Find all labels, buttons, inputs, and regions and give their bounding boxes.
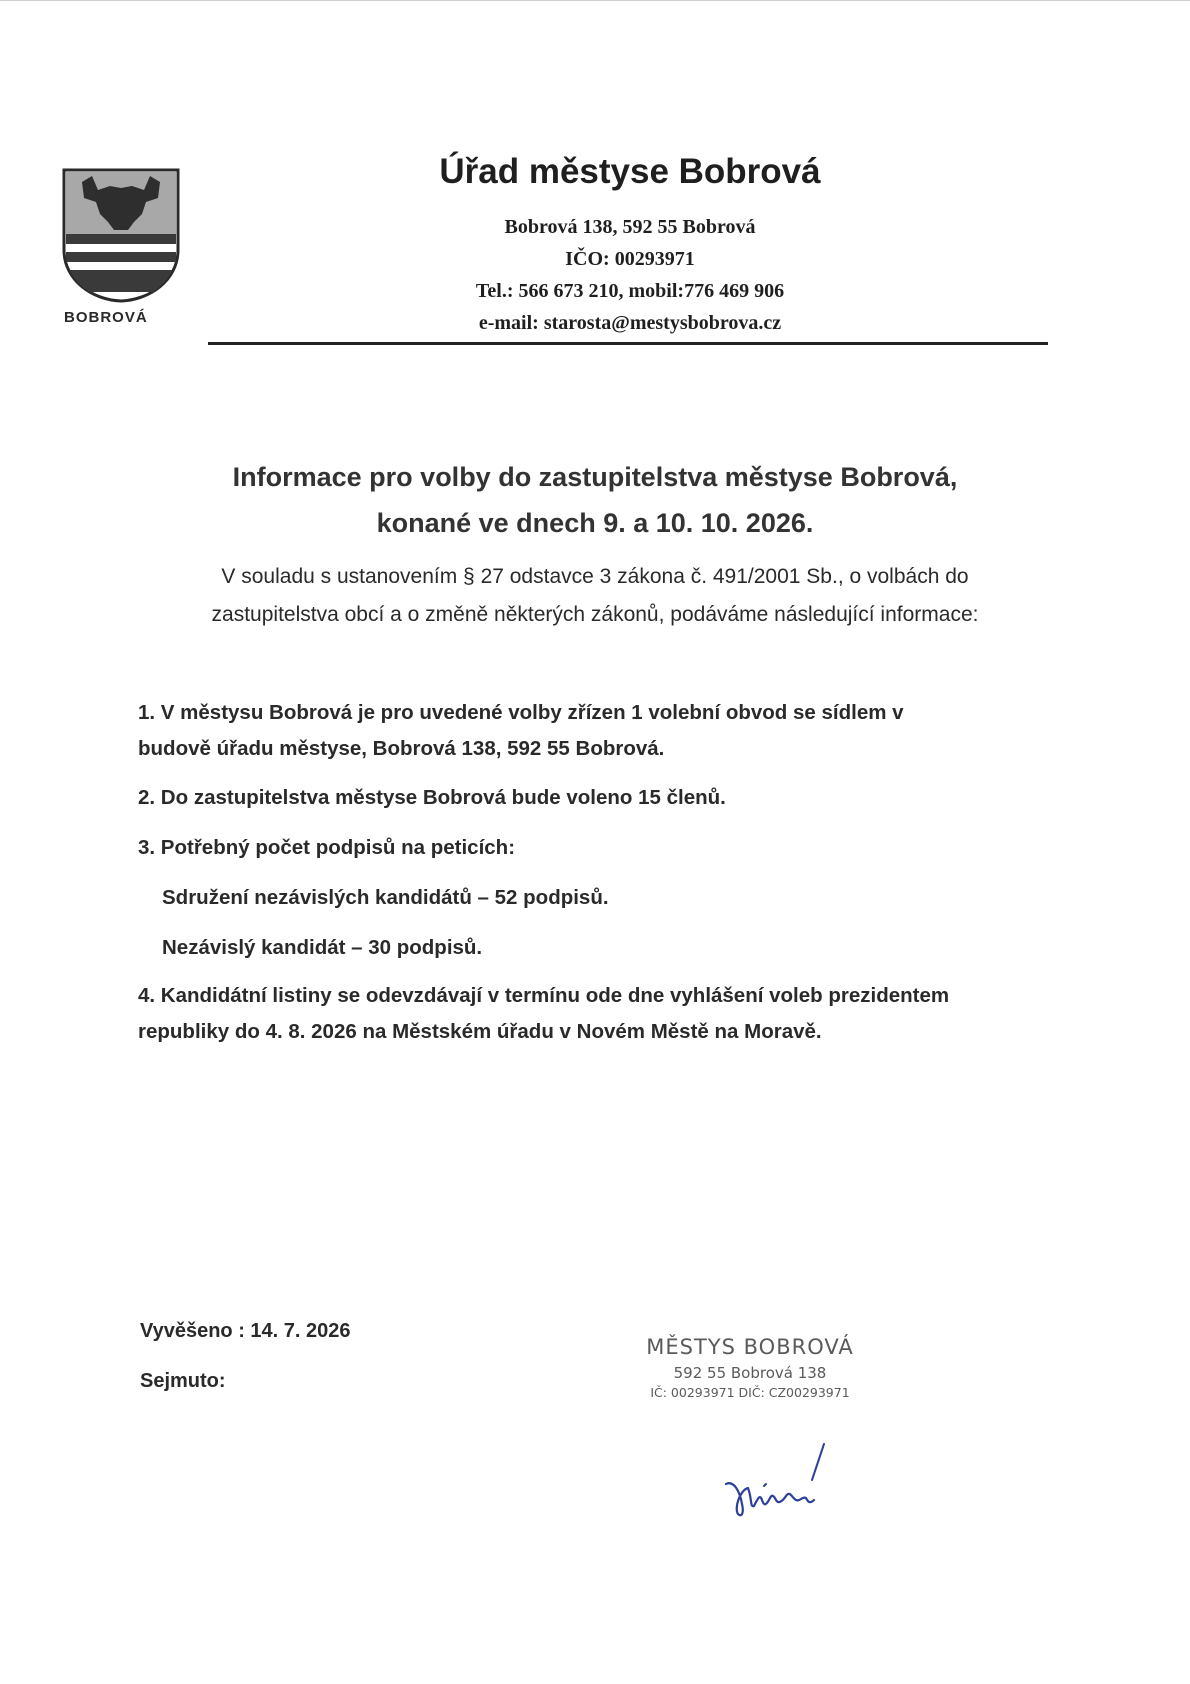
removed-date: Sejmuto: [140,1370,226,1392]
stamp-name: MĚSTYS BOBROVÁ [646,1335,854,1359]
item-4-line-1: 4. Kandidátní listiny se odevzdávají v termínu ode dne vyhlášení voleb prezidentem [138,984,950,1007]
office-ico: IČO: 00293971 [565,248,695,270]
item-3-sub-1: Sdružení nezávislých kandidátů – 52 podpisů. [162,886,609,909]
stamp-ids: IČ: 00293971 DIČ: CZ00293971 [650,1385,850,1400]
office-phone: Tel.: 566 673 210, mobil:776 469 906 [475,280,785,302]
item-4-line-2: republiky do 4. 8. 2026 na Městském úřadu v Novém Městě na Moravě. [138,1020,822,1043]
stamp-address: 592 55 Bobrová 138 [673,1364,827,1382]
posted-date: Vyvěšeno : 14. 7. 2026 [140,1320,351,1342]
signature-icon [720,1440,860,1530]
office-address: Bobrová 138, 592 55 Bobrová [504,216,756,238]
item-3-sub-2: Nezávislý kandidát – 30 podpisů. [162,936,483,959]
intro-line-2: zastupitelstva obcí a o změně některých zákonů, podáváme následující informace: [211,603,979,626]
office-email: e-mail: starosta@mestysbobrova.cz [478,312,782,334]
header-divider [208,342,1048,345]
coat-of-arms-label: BOBROVÁ [64,309,148,326]
item-3: 3. Potřebný počet podpisů na peticích: [138,836,516,859]
item-2: 2. Do zastupitelstva městyse Bobrová bude voleno 15 členů. [138,786,726,809]
office-title: Úřad městyse Bobrová [439,152,821,191]
item-1-line-1: 1. V městysu Bobrová je pro uvedené volby zřízen 1 volební obvod se sídlem v [138,701,904,724]
document-title-line-1: Informace pro volby do zastupitelstva městyse Bobrová, [232,462,958,492]
intro-line-1: V souladu s ustanovením § 27 odstavce 3 zákona č. 491/2001 Sb., o volbách do [221,565,969,588]
scan-edge [0,0,1190,1]
item-1-line-2: budově úřadu městyse, Bobrová 138, 592 55 Bobrová. [138,737,665,760]
document-title-line-2: konané ve dnech 9. a 10. 10. 2026. [376,508,814,538]
